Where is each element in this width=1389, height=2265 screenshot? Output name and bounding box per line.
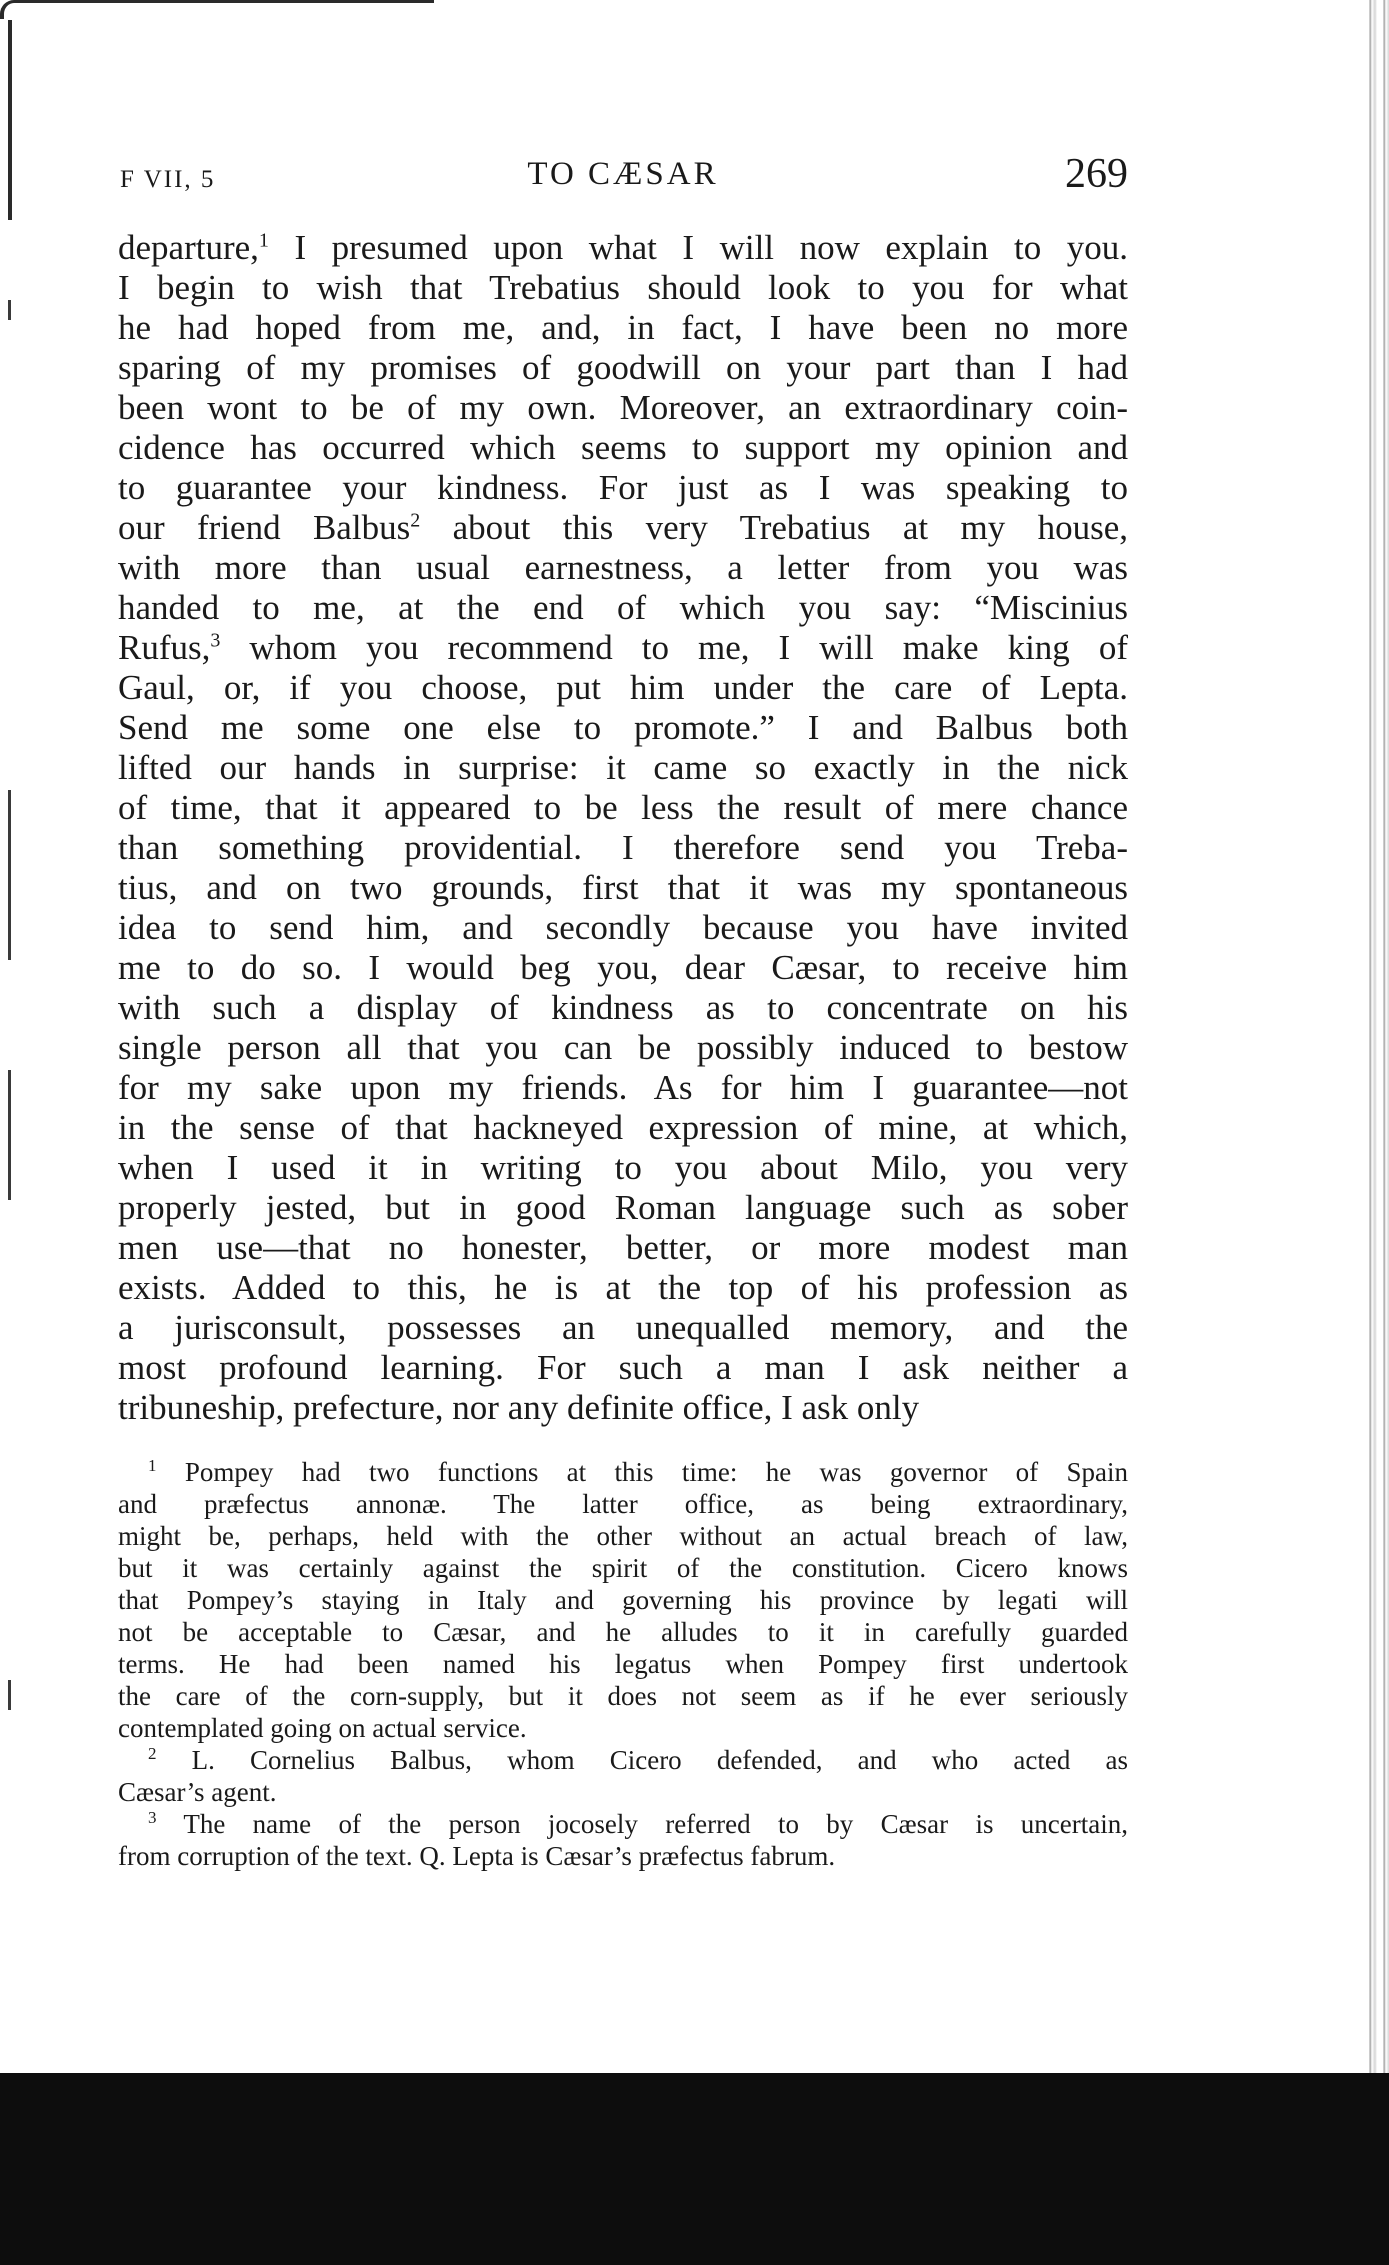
body-line: Gaul, or, if you choose, put him under the care of Lepta. [118, 668, 1128, 707]
footnote-line: but it was certainly against the spirit of the constitution. Cicero knows [118, 1553, 1128, 1583]
body-line: when I used it in writing to you about Milo, you very [118, 1148, 1128, 1187]
scan-top-edge [0, 0, 434, 19]
body-line: with such a display of kindness as to concentrate on his [118, 988, 1128, 1027]
body-line: most profound learning. For such a man I ask neither a [118, 1348, 1128, 1387]
signature-mark: F VII, 5 [120, 166, 216, 193]
body-line: me to do so. I would beg you, dear Cæsar, to receive him [118, 948, 1128, 987]
footnote-ref-1: 1 [258, 229, 269, 252]
body-line: properly jested, but in good Roman language such as sober [118, 1188, 1128, 1227]
footnote-line: $^2$ L. Cornelius Balbus, whom Cicero defended, and who acted as [148, 1744, 1128, 1775]
footnote-ref-3: 3 [210, 629, 221, 652]
footnote-marker-1: 1 [148, 1456, 157, 1475]
footnote-line: that Pompey’s staying in Italy and governing his province by legati will [118, 1585, 1128, 1615]
footnote-line: and præfectus annonæ. The latter office, as being extraordinary, [118, 1489, 1128, 1519]
body-line: men use—that no honester, better, or more modest man [118, 1228, 1128, 1267]
page-number: 269 [1065, 151, 1128, 197]
body-line: cidence has occurred which seems to support my opinion and [118, 428, 1128, 467]
footnote-line: Cæsar’s agent. [118, 1777, 277, 1807]
body-line: single person all that you can be possibly induced to bestow [118, 1028, 1128, 1067]
body-line: of time, that it appeared to be less the result of mere chance [118, 788, 1128, 827]
footnote-line: terms. He had been named his legatus when Pompey first undertook [118, 1649, 1128, 1679]
footnote-line: the care of the corn-supply, but it does not seem as if he ever seriously [118, 1681, 1128, 1711]
body-line: Rufus,$^3$ whom you recommend to me, I will make king of [118, 628, 1128, 667]
body-line: a jurisconsult, possesses an unequalled memory, and the [118, 1308, 1128, 1347]
body-line: handed to me, at the end of which you say: “Miscinius [118, 588, 1128, 627]
scan-left-mark [8, 790, 11, 960]
body-line: been wont to be of my own. Moreover, an extraordinary coin- [118, 388, 1128, 427]
body-line: exists. Added to this, he is at the top of his profession as [118, 1268, 1128, 1307]
footnote-marker-3: 3 [148, 1808, 157, 1827]
body-line: I begin to wish that Trebatius should look to you for what [118, 268, 1128, 307]
footnote-marker-2: 2 [148, 1744, 157, 1763]
running-title: TO CÆSAR [527, 156, 719, 192]
scan-right-edge [1363, 0, 1389, 2265]
body-line: for my sake upon my friends. As for him I guarantee—not [118, 1068, 1128, 1107]
scan-left-mark [8, 1680, 11, 1710]
footnote-line: contemplated going on actual service. [118, 1713, 527, 1743]
book-page [118, 150, 1128, 1872]
body-line: than something providential. I therefore send you Treba- [118, 828, 1128, 867]
footnote-line: from corruption of the text. Q. Lepta is Cæsar’s præfectus fabrum. [118, 1841, 836, 1871]
footnote-ref-2: 2 [410, 509, 421, 532]
body-line: sparing of my promises of goodwill on your part than I had [118, 348, 1128, 387]
footnote-line: $^1$ Pompey had two functions at this time: he was governor of Spain [148, 1456, 1128, 1487]
body-line: tribuneship, prefecture, nor any definite office, I ask only [118, 1388, 920, 1427]
scan-bottom-band [0, 2073, 1389, 2265]
body-line: to guarantee your kindness. For just as I was speaking to [118, 468, 1128, 507]
scan-left-mark [8, 300, 11, 320]
body-line: he had hoped from me, and, in fact, I have been no more [118, 308, 1128, 347]
body-line: tius, and on two grounds, first that it was my spontaneous [118, 868, 1128, 907]
body-line: in the sense of that hackneyed expression of mine, at which, [118, 1108, 1128, 1147]
scan-left-mark [8, 1070, 11, 1200]
footnote-line: $^3$ The name of the person jocosely referred to by Cæsar is uncertain, [148, 1808, 1128, 1839]
footnote-line: not be acceptable to Cæsar, and he alludes to it in carefully guarded [118, 1617, 1128, 1647]
footnote-line: might be, perhaps, held with the other without an actual breach of law, [118, 1521, 1128, 1551]
body-line: idea to send him, and secondly because you have invited [118, 908, 1128, 947]
body-line: departure,$^1$ I presumed upon what I will now explain to you. [118, 228, 1128, 267]
body-line: with more than usual earnestness, a letter from you was [118, 548, 1128, 587]
footnotes [118, 1456, 1128, 1872]
body-text [118, 228, 1128, 1428]
body-line: Send me some one else to promote.” I and Balbus both [118, 708, 1128, 747]
body-line: our friend Balbus$^2$ about this very Trebatius at my house, [118, 508, 1128, 547]
running-head [118, 150, 1128, 210]
scan-left-edge [8, 20, 12, 220]
body-line: lifted our hands in surprise: it came so exactly in the nick [118, 748, 1128, 787]
